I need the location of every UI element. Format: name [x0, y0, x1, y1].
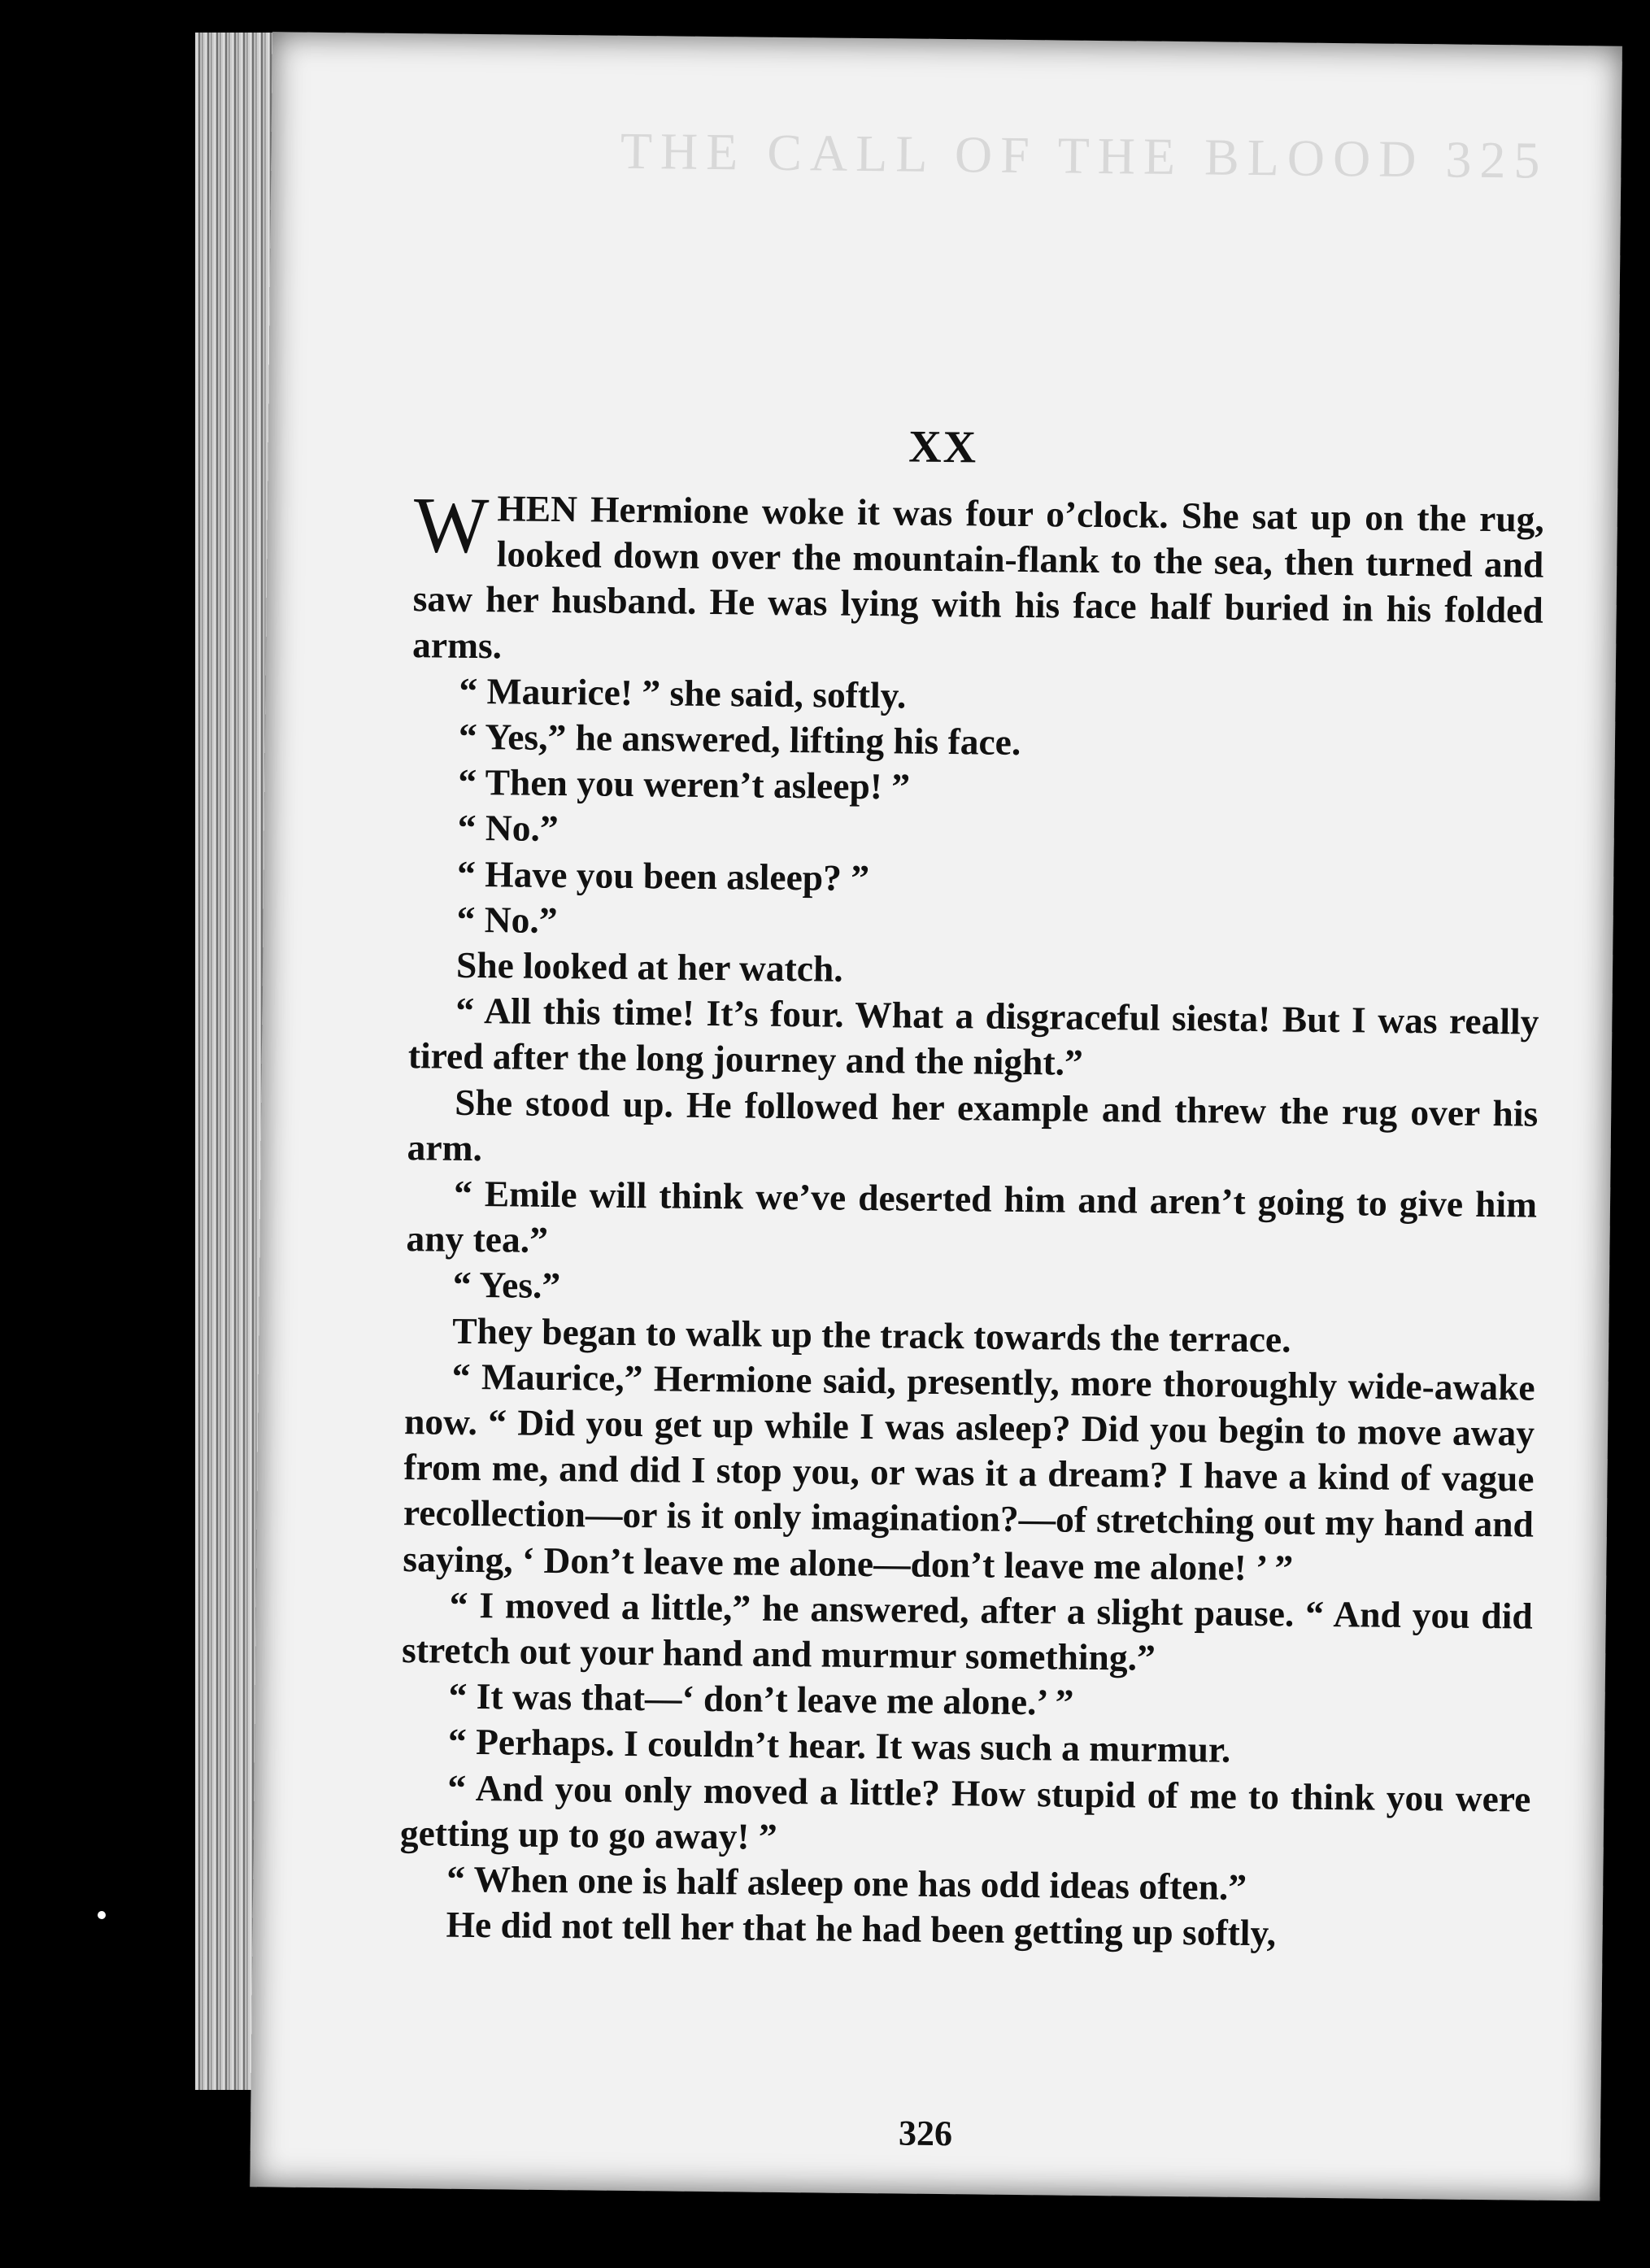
paragraph: “ Yes,” he answered, lifting his face. — [458, 715, 1021, 764]
paragraph: “ I moved a little,” he answered, after a slight pause. “ And you did stretch out your hand and murmur something.” — [401, 1583, 1534, 1678]
paragraph: “ All this time! It’s four. What a disgraceful siesta! But I was really tired after the long journey and the night.” — [407, 989, 1539, 1084]
drop-cap: W — [413, 481, 490, 571]
paragraph: They began to walk up the track towards the terrace. — [452, 1309, 1291, 1360]
paragraph: She looked at her watch. — [455, 943, 843, 990]
chapter-heading: XX — [908, 421, 978, 473]
paragraph: “ Maurice,” Hermione said, presently, more thoroughly wide-awake now. “ Did you get up while I was asleep? Did you begin to move away from me, and did I stop you, or was it a dream? I have a kind of vague recollection—or is it only imagination?—of stretching out my hand and saying, ‘ Don’t leave me alone—don’t leave me alone! ’ ” — [403, 1355, 1535, 1589]
paragraph: “ Then you weren’t asleep! ” — [458, 760, 911, 808]
page-number: 326 — [898, 2113, 953, 2154]
paragraph: “ Emile will think we’ve deserted him and aren’t going to give him any tea.” — [406, 1172, 1538, 1261]
paragraph: “ No.” — [457, 807, 559, 850]
paragraph: “ Yes.” — [452, 1264, 561, 1307]
paragraph: She stood up. He followed her example and threw the rug over his arm. — [407, 1081, 1539, 1169]
body-text — [398, 481, 1545, 1959]
paragraph: “ It was that—‘ don’t leave me alone.’ ” — [448, 1674, 1074, 1724]
paragraph: “ No.” — [456, 898, 558, 941]
paragraph: “ Perhaps. I couldn’t hear. It was such a murmur. — [447, 1721, 1231, 1771]
paragraph: “ Maurice! ” she said, softly. — [459, 669, 907, 716]
paragraph: “ When one is half asleep one has odd ideas often.” — [446, 1857, 1247, 1909]
opening-text: HEN Hermione woke it was four o’clock. She sat up on the rug, looked down over the mountain-flank to the sea, then turned and saw her husband. He was lying with his face half buried in his folded arms. — [411, 487, 1545, 666]
scan-speck — [98, 1911, 106, 1919]
paragraph: “ Have you been asleep? ” — [456, 852, 870, 899]
opening-paragraph — [411, 481, 1545, 679]
paragraph: He did not tell her that he had been getting up softly, — [446, 1903, 1277, 1954]
book-page — [250, 32, 1622, 2201]
bleed-through-header: THE CALL OF THE BLOOD 325 — [620, 121, 1548, 189]
paragraph: “ And you only moved a little? How stupid of me to think you were getting up to go away! ” — [399, 1766, 1531, 1857]
